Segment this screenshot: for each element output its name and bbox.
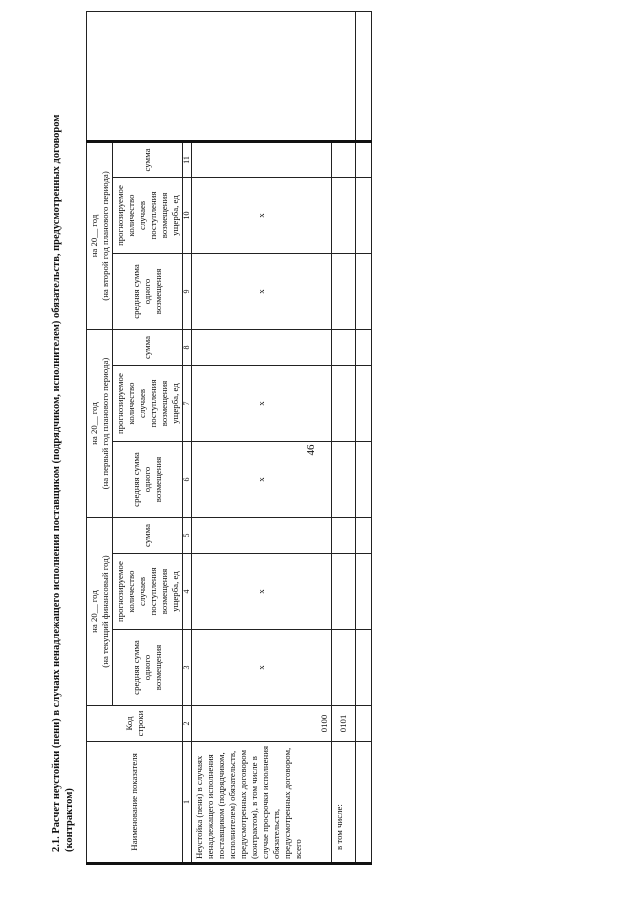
header-forecast: прогнозируемое количество случаев поступления возмещения ущерба, ед xyxy=(113,177,183,253)
cell-value xyxy=(192,141,332,177)
period-year: на 20__ год xyxy=(88,402,99,445)
table-row xyxy=(356,11,372,863)
column-number: 7 xyxy=(183,366,192,442)
cell-value xyxy=(332,518,356,554)
header-sum: сумма xyxy=(113,141,183,177)
cell-value xyxy=(332,630,356,706)
section-heading: 2.1. Расчет неустойки (пени) в случаях ненадлежащего исполнения поставщиком (подрядчиком, исполнителем) обязательств, предусмотренных договором (контрактом) xyxy=(51,114,75,852)
page-number: 46 xyxy=(305,444,317,456)
cell-value xyxy=(332,366,356,442)
column-number: 4 xyxy=(183,554,192,630)
cell-value xyxy=(192,518,332,554)
header-forecast: прогнозируемое количество случаев поступления возмещения ущерба, ед xyxy=(113,554,183,630)
header-period-second xyxy=(87,141,113,329)
cell-value xyxy=(332,554,356,630)
column-number: 11 xyxy=(183,141,192,177)
empty-cell xyxy=(356,177,372,253)
column-number: 10 xyxy=(183,177,192,253)
empty-cell xyxy=(356,11,372,141)
cell-value xyxy=(332,442,356,518)
cell-value: x xyxy=(192,253,332,329)
header-period-current xyxy=(87,518,113,706)
row-name: Неустойка (пени) в случаях ненадлежащего исполнения поставщиком (подрядчиком, исполнителем) обязательств, предусмотренных договором (контрактом), в том числе в случае просрочки исполнения обязательств, предусмотренных договором, всего xyxy=(192,742,332,864)
empty-cell xyxy=(356,253,372,329)
period-desc: (на второй год планового периода) xyxy=(99,171,110,301)
empty-cell xyxy=(356,630,372,706)
period-desc: (на первый год планового периода) xyxy=(99,357,110,490)
empty-cell xyxy=(356,742,372,864)
period-year: на 20__ год xyxy=(88,214,99,258)
column-number: 3 xyxy=(183,630,192,706)
cell-value xyxy=(192,329,332,365)
cell-value xyxy=(332,329,356,365)
cell-value: x xyxy=(192,366,332,442)
empty-cell xyxy=(356,518,372,554)
cell-value: x xyxy=(192,554,332,630)
empty-cell xyxy=(356,366,372,442)
cell-value xyxy=(332,141,356,177)
header-avg: средняя сумма одного возмещения xyxy=(113,253,183,329)
column-number: 1 xyxy=(183,742,192,864)
empty-cell xyxy=(356,141,372,177)
column-number: 2 xyxy=(183,706,192,742)
empty-cell xyxy=(356,554,372,630)
column-number: 5 xyxy=(183,518,192,554)
cell-value: x xyxy=(192,630,332,706)
empty-cell xyxy=(356,442,372,518)
period-year: на 20__ год xyxy=(88,590,99,633)
column-number: 9 xyxy=(183,253,192,329)
blank-margin-area xyxy=(87,11,356,141)
header-sum: сумма xyxy=(113,329,183,365)
header-code: Код строки xyxy=(87,706,183,742)
period-desc: (на текущий финансовый год) xyxy=(99,555,110,668)
row-code: 0100 xyxy=(192,706,332,742)
penalty-calculation-table xyxy=(86,11,372,865)
header-name: Наименование показателя xyxy=(87,742,183,864)
row-name: в том числе: xyxy=(332,742,356,864)
header-avg: средняя сумма одного возмещения xyxy=(113,630,183,706)
column-number: 8 xyxy=(183,329,192,365)
rotated-page-content xyxy=(50,30,610,870)
cell-value: x xyxy=(192,442,332,518)
empty-cell xyxy=(356,329,372,365)
header-sum: сумма xyxy=(113,518,183,554)
column-number: 6 xyxy=(183,442,192,518)
cell-value xyxy=(332,177,356,253)
header-forecast: прогнозируемое количество случаев поступления возмещения ущерба, ед xyxy=(113,366,183,442)
header-avg: средняя сумма одного возмещения xyxy=(113,442,183,518)
cell-value: x xyxy=(192,177,332,253)
row-code: 0101 xyxy=(332,706,356,742)
cell-value xyxy=(332,253,356,329)
header-period-first xyxy=(87,329,113,517)
empty-cell xyxy=(356,706,372,742)
